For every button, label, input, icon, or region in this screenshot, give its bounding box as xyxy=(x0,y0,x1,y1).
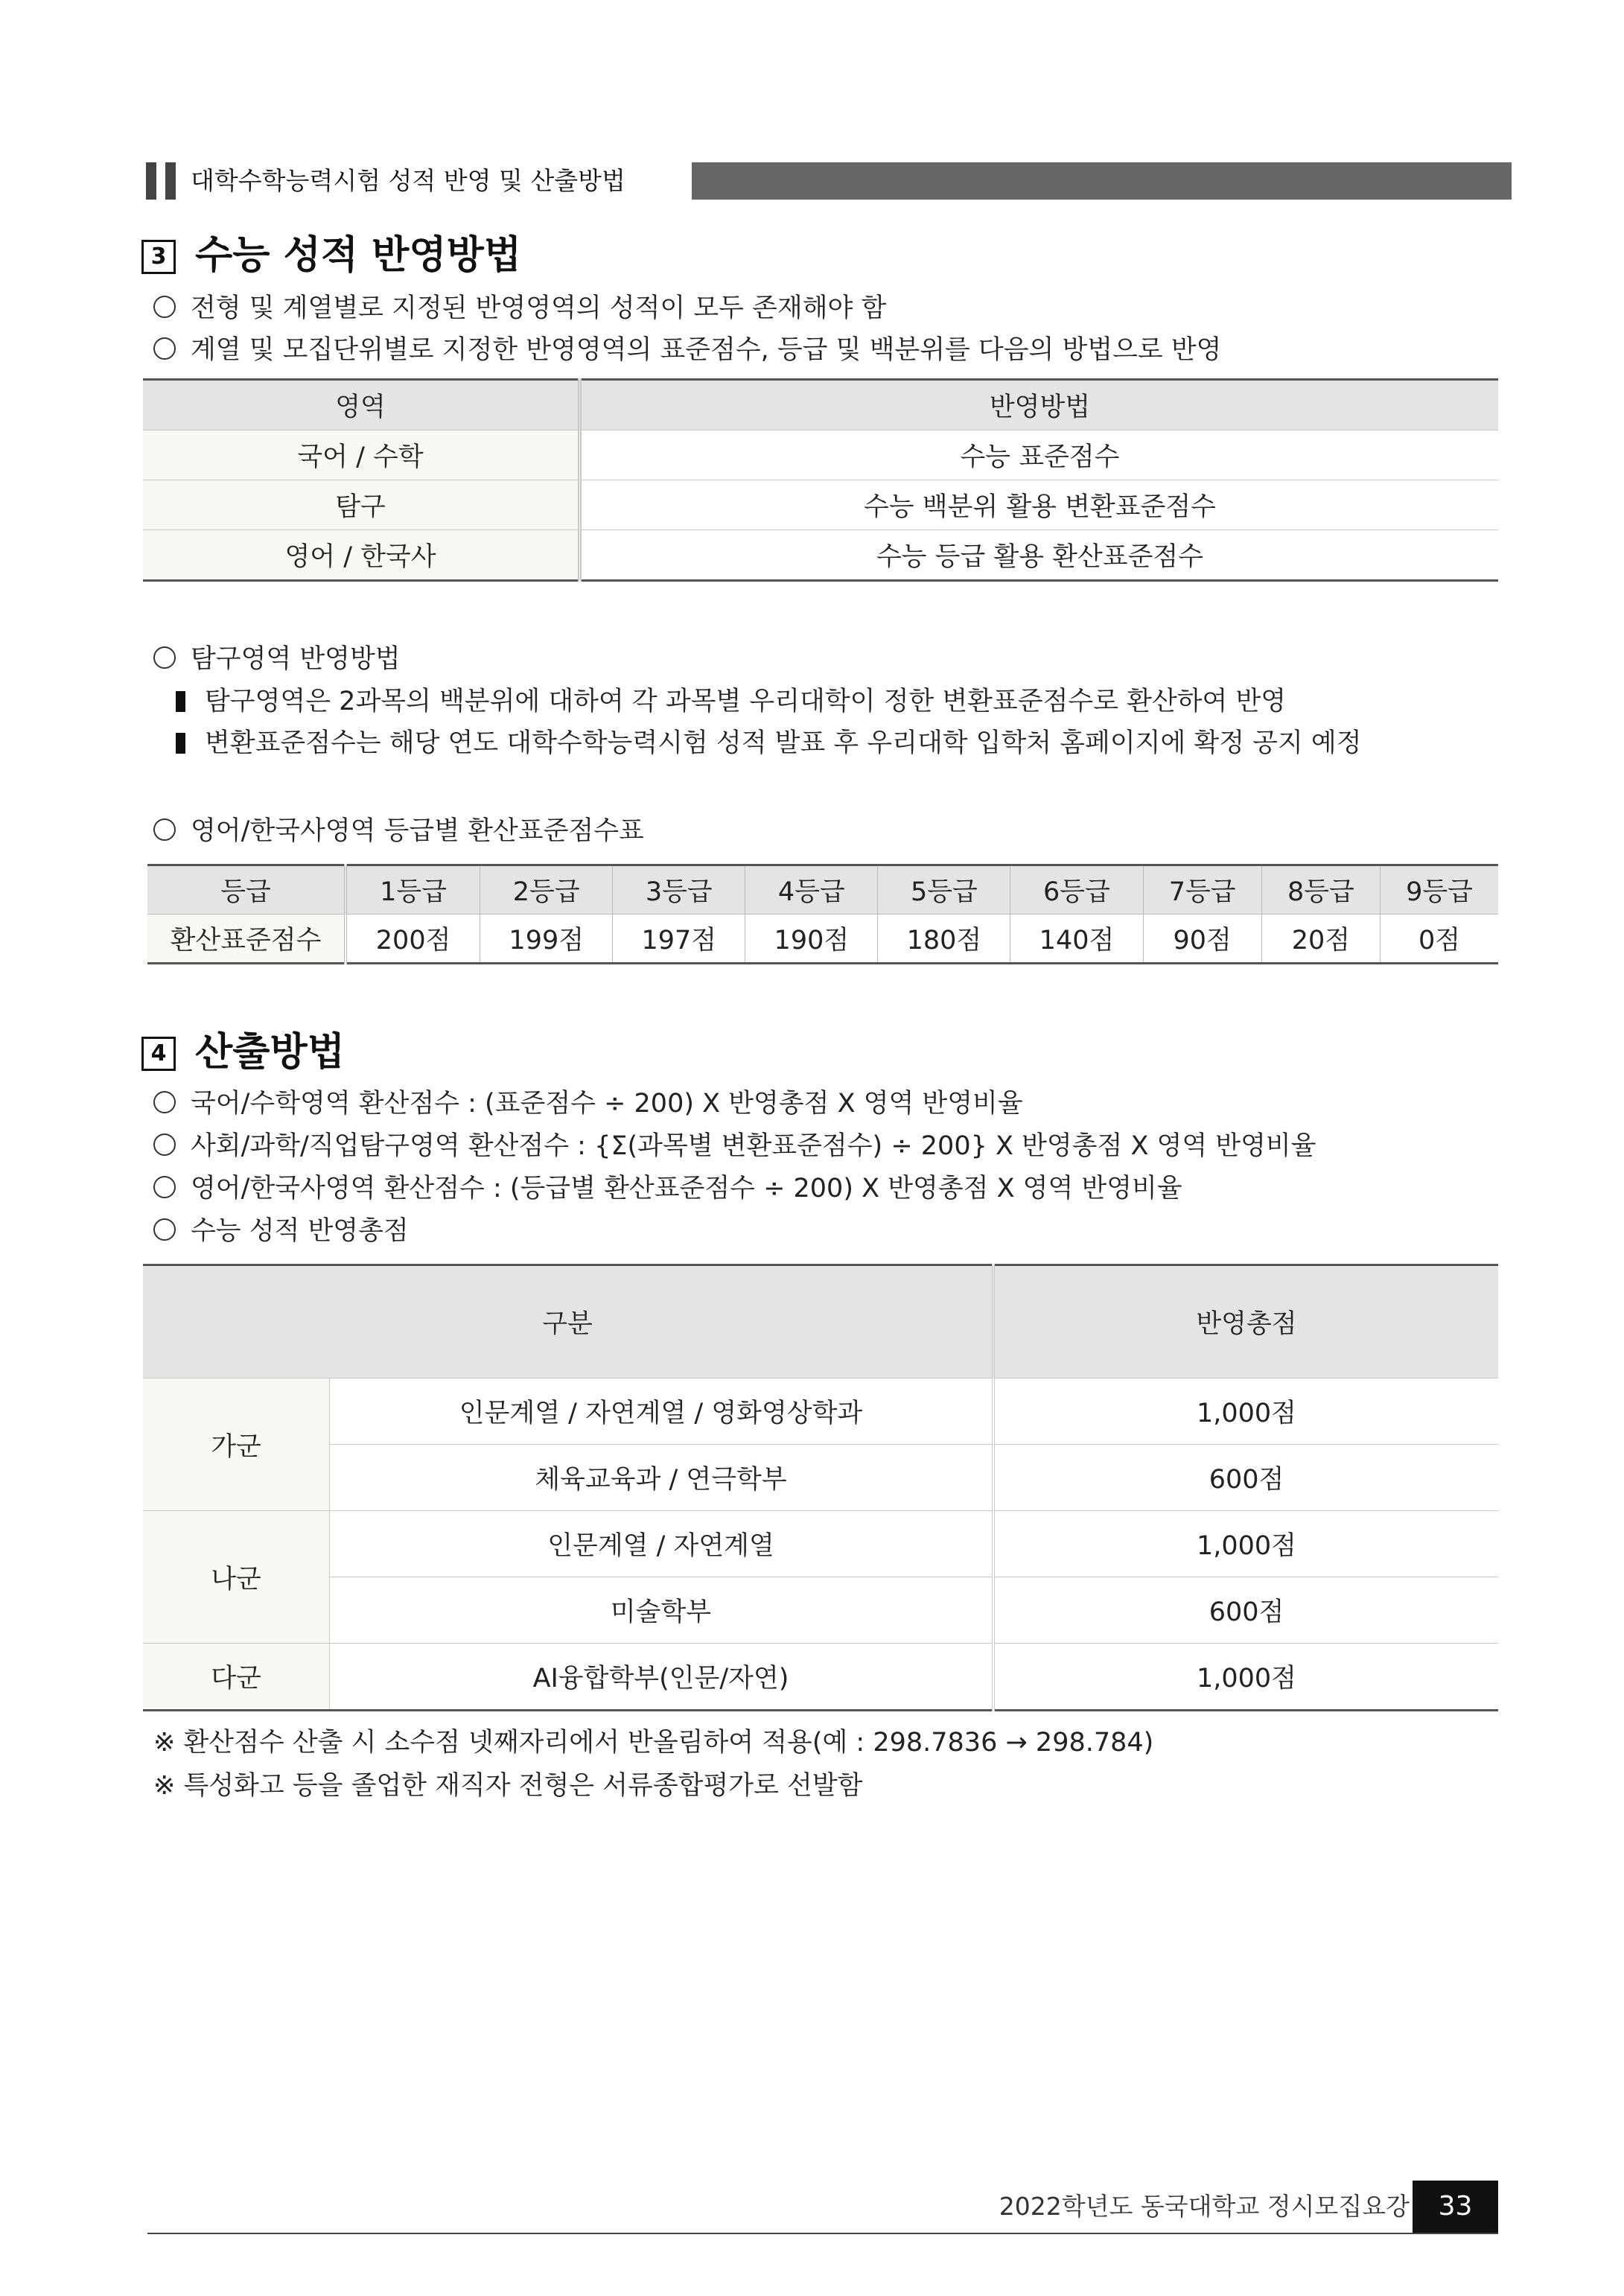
formula-line: 영어/한국사영역 환산점수 : (등급별 환산표준점수 ÷ 200) X 반영총점 X 영역 반영비율 xyxy=(153,1168,1182,1205)
circle-bullet-icon xyxy=(153,1133,176,1156)
circle-bullet-icon xyxy=(153,646,176,669)
table-row: 국어 / 수학 수능 표준점수 xyxy=(143,430,1498,480)
table-row: 미술학부 600점 xyxy=(143,1577,1498,1644)
header-bar-block xyxy=(165,162,176,200)
circle-bullet-icon xyxy=(153,1176,176,1198)
table-header: 반영방법 xyxy=(580,380,1499,430)
circle-bullet-icon xyxy=(153,337,176,360)
circle-bullet-icon xyxy=(153,818,176,841)
grade-score-table xyxy=(147,864,1498,964)
formula-line: 국어/수학영역 환산점수 : (표준점수 ÷ 200) X 반영총점 X 영역 반영비율 xyxy=(153,1083,1023,1120)
section-4-title: 산출방법 xyxy=(195,1030,345,1075)
circle-bullet-icon xyxy=(153,1091,176,1113)
section-3-title: 수능 성적 반영방법 xyxy=(195,233,522,278)
formula-line: 사회/과학/직업탐구영역 환산점수 : {Σ(과목별 변환표준점수) ÷ 200} X 반영총점 X 영역 반영비율 xyxy=(153,1125,1316,1163)
table-row: 체육교육과 / 연극학부 600점 xyxy=(143,1445,1498,1511)
page-number: 33 xyxy=(1413,2181,1498,2233)
table-row: 등급 1등급 2등급 3등급 4등급 5등급 6등급 7등급 8등급 9등급 xyxy=(147,865,1498,915)
section-3-number: 3 xyxy=(141,240,176,274)
table-row: 가군 인문계열 / 자연계열 / 영화영상학과 1,000점 xyxy=(143,1378,1498,1445)
inquiry-item: 탐구영역은 2과목의 백분위에 대하여 각 과목별 우리대학이 정한 변환표준점수로 환산하여 반영 xyxy=(176,681,1286,718)
note: ※ 특성화고 등을 졸업한 재직자 전형은 서류종합평가로 선발함 xyxy=(153,1771,863,1801)
total-score-heading: 수능 성적 반영총점 xyxy=(153,1210,409,1247)
table-row: 환산표준점수 200점 199점 197점 190점 180점 140점 90점 20점 0점 xyxy=(147,915,1498,964)
header-bar-block xyxy=(146,162,156,200)
table-row xyxy=(143,1265,1498,1378)
section-3-heading xyxy=(141,223,521,279)
table-row: 다군 AI융합학부(인문/자연) 1,000점 xyxy=(143,1644,1498,1711)
grade-table-title: 영어/한국사영역 등급별 환산표준점수표 xyxy=(153,810,644,848)
footer-title: 2022학년도 동국대학교 정시모집요강 xyxy=(999,2192,1410,2221)
section-header-bar xyxy=(146,162,1512,200)
circle-bullet-icon xyxy=(153,296,176,318)
table-row: 탐구 수능 백분위 활용 변환표준점수 xyxy=(143,480,1498,530)
footer-rule xyxy=(147,2233,1498,2234)
note: ※ 환산점수 산출 시 소수점 넷째자리에서 반올림하여 적용(예 : 298.7836 → 298.784) xyxy=(153,1728,1154,1758)
group-label: 다군 xyxy=(143,1644,330,1711)
group-label: 가군 xyxy=(143,1378,330,1511)
table-header: 구분 xyxy=(143,1265,993,1378)
section-3-bullet: 전형 및 계열별로 지정된 반영영역의 성적이 모두 존재해야 함 xyxy=(153,287,886,325)
table-header: 영역 xyxy=(143,380,580,430)
group-label: 나군 xyxy=(143,1511,330,1644)
total-score-table xyxy=(143,1264,1498,1711)
square-bullet-icon xyxy=(176,691,185,712)
inquiry-heading: 탐구영역 반영방법 xyxy=(153,638,401,675)
section-4-number: 4 xyxy=(141,1037,176,1071)
table-header: 반영총점 xyxy=(993,1265,1498,1378)
section-3-bullet: 계열 및 모집단위별로 지정한 반영영역의 표준점수, 등급 및 백분위를 다음의 방법으로 반영 xyxy=(153,329,1221,366)
table-row: 나군 인문계열 / 자연계열 1,000점 xyxy=(143,1511,1498,1577)
table-row: 영어 / 한국사 수능 등급 활용 환산표준점수 xyxy=(143,530,1498,581)
header-title: 대학수학능력시험 성적 반영 및 산출방법 xyxy=(191,166,625,195)
circle-bullet-icon xyxy=(153,1218,176,1241)
square-bullet-icon xyxy=(176,733,185,754)
header-bar-fill xyxy=(692,162,1512,200)
section-4-heading xyxy=(141,1020,345,1076)
reflection-method-table xyxy=(143,378,1498,582)
inquiry-item: 변환표준점수는 해당 연도 대학수학능력시험 성적 발표 후 우리대학 입학처 홈페이지에 확정 공지 예정 xyxy=(176,722,1362,760)
